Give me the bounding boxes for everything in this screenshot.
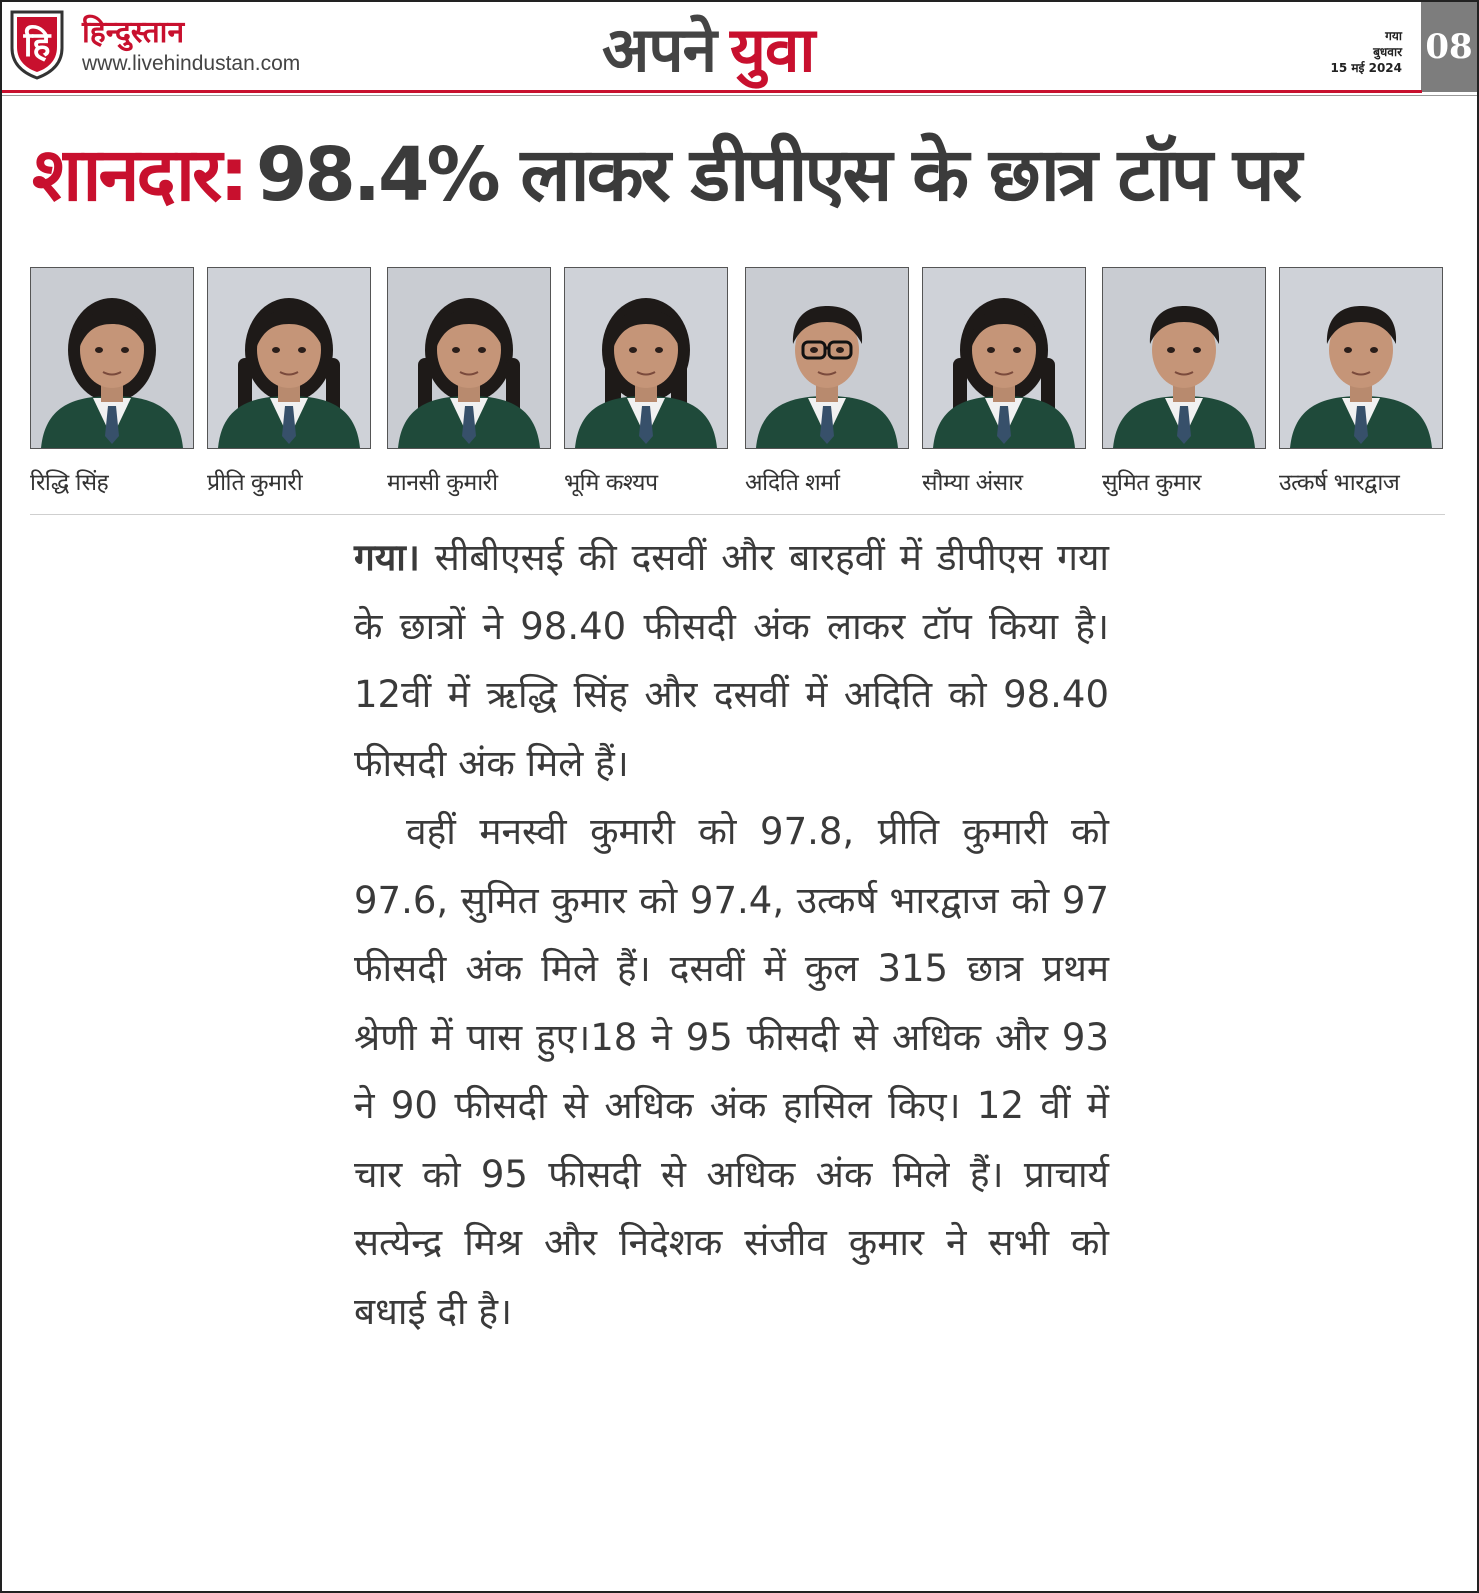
student-card	[207, 267, 371, 497]
student-name: रिद्धि सिंह	[30, 470, 109, 496]
article-dateline: गया।	[354, 536, 420, 579]
masthead-rule-thin	[2, 95, 1477, 96]
student-photo	[387, 267, 551, 449]
article-body	[354, 524, 1109, 1346]
student-name: अदिति शर्मा	[745, 470, 840, 496]
student-card	[745, 267, 909, 497]
student-portrait-icon	[388, 268, 550, 448]
headline	[32, 120, 1452, 230]
student-portrait-icon	[1103, 268, 1265, 448]
headline-kicker: शानदार:	[32, 132, 246, 218]
student-name: उत्कर्ष भारद्वाज	[1279, 470, 1400, 496]
section-title	[602, 6, 902, 90]
student-card	[387, 267, 551, 497]
edition-date: 15 मई 2024	[1330, 61, 1402, 75]
student-card	[30, 267, 194, 497]
student-photo	[30, 267, 194, 449]
student-card	[1102, 267, 1266, 497]
student-portrait-icon	[1280, 268, 1442, 448]
student-portrait-icon	[565, 268, 727, 448]
brand-name: हिन्दुस्तान	[82, 15, 185, 50]
student-name: भूमि कश्यप	[564, 470, 658, 496]
student-photo	[1279, 267, 1443, 449]
student-card	[1279, 267, 1443, 497]
brand-url[interactable]: www.livehindustan.com	[82, 52, 301, 75]
student-photo	[745, 267, 909, 449]
student-name: मानसी कुमारी	[387, 470, 498, 496]
student-portrait-icon	[31, 268, 193, 448]
logo-letter: हि	[23, 25, 51, 65]
student-card	[922, 267, 1086, 497]
page-number: 08	[1421, 2, 1477, 92]
section-divider	[30, 514, 1445, 515]
student-portrait-icon	[923, 268, 1085, 448]
student-card	[564, 267, 728, 497]
student-photo-strip	[30, 267, 1470, 507]
section-title-word2: युवा	[730, 13, 815, 86]
student-name: सौम्या अंसार	[922, 470, 1023, 496]
section-title-word1: अपने	[602, 13, 716, 86]
article-paragraph-2: वहीं मनस्वी कुमारी को 97.8, प्रीति कुमारी को 97.6, सुमित कुमार को 97.4, उत्कर्ष भारद्वाज को 97 फीसदी अंक मिले हैं। दसवीं में कुल 315 छात्र प्रथम श्रेणी में पास हुए।18 ने 95 फीसदी से अधिक और 93 ने 90 फीसदी से अधिक अंक हासिल किए। 12 वीं में चार को 95 फीसदी से अधिक अंक मिले हैं। प्राचार्य सत्येन्द्र मिश्र और निदेशक संजीव कुमार ने सभी को बधाई दी है।	[354, 810, 1109, 1333]
edition-info	[1282, 28, 1402, 76]
edition-day: बुधवार	[1373, 45, 1402, 59]
student-portrait-icon	[746, 268, 908, 448]
student-portrait-icon	[208, 268, 370, 448]
masthead-rule	[2, 90, 1422, 93]
masthead	[2, 2, 1477, 92]
student-photo	[1102, 267, 1266, 449]
edition-city: गया	[1385, 29, 1402, 43]
hindustan-logo-icon	[8, 8, 66, 80]
student-photo	[207, 267, 371, 449]
student-name: प्रीति कुमारी	[207, 470, 303, 496]
article-paragraph-1-text: सीबीएसई की दसवीं और बारहवीं में डीपीएस गया के छात्रों ने 98.40 फीसदी अंक लाकर टॉप किया है। 12वीं में ऋद्धि सिंह और दसवीं में अदिति को 98.40 फीसदी अंक मिले हैं।	[354, 536, 1109, 785]
student-photo	[564, 267, 728, 449]
student-photo	[922, 267, 1086, 449]
student-name: सुमित कुमार	[1102, 470, 1201, 496]
article-paragraph-1	[354, 524, 1109, 798]
headline-text: 98.4% लाकर डीपीएस के छात्र टॉप पर	[255, 132, 1300, 218]
